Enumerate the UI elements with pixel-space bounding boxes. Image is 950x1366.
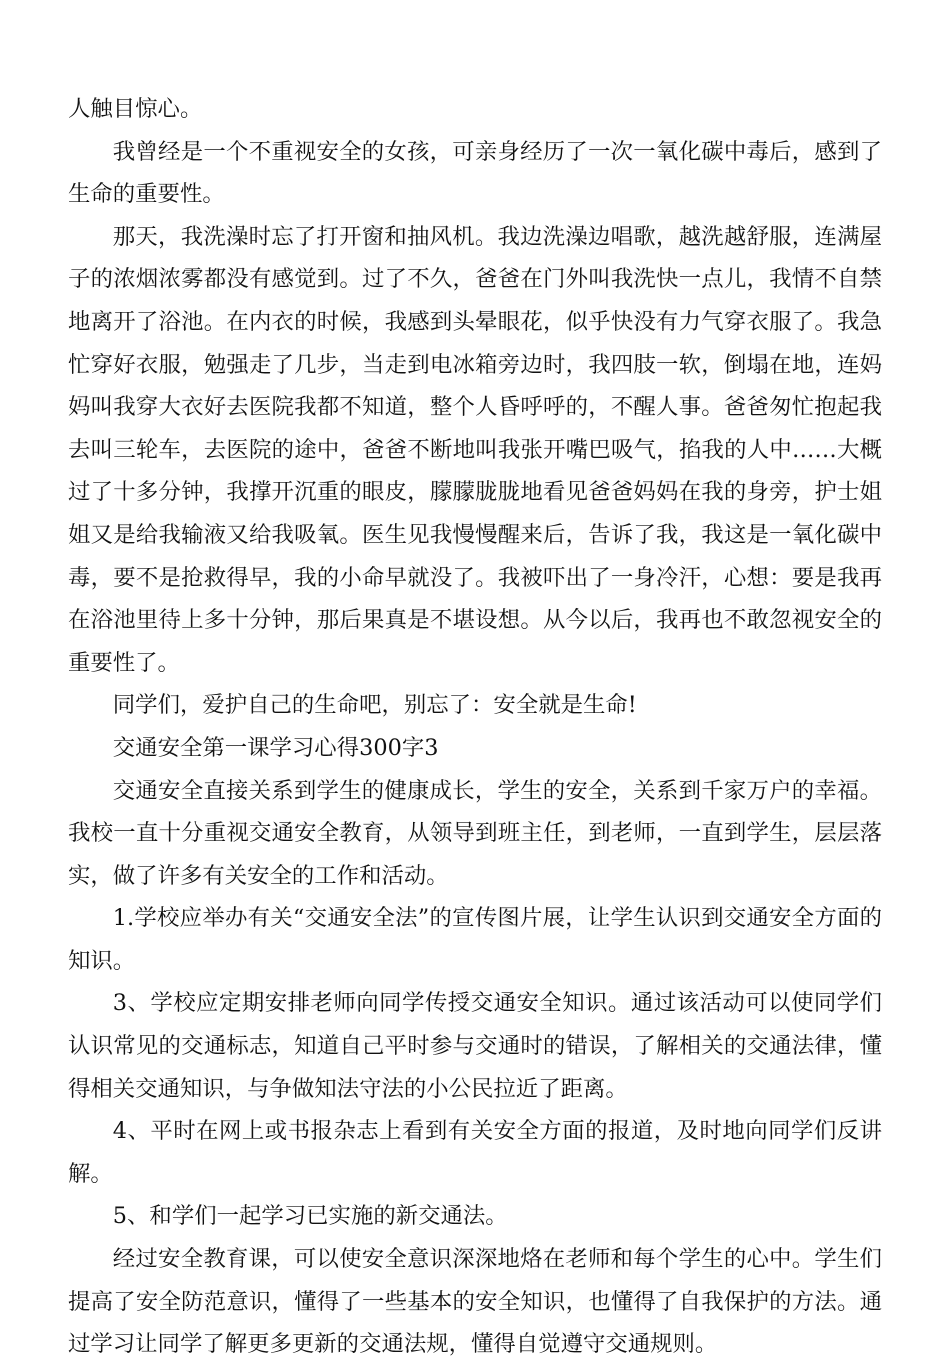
document-page (68, 88, 882, 1366)
list-item-4: 4、平时在网上或书报杂志上看到有关安全方面的报道，及时地向同学们反讲解。 (68, 1118, 882, 1187)
list-item-3: 3、学校应定期安排老师向同学传授交通安全知识。通过该活动可以使同学们认识常见的交通标志，知道自己平时参与交通时的错误，了解相关的交通法律，懂得相关交通知识，与争做知法守法的小公民拉近了距离。 (68, 990, 882, 1102)
section-heading: 交通安全第一课学习心得300字3 (112, 734, 439, 761)
paragraph-closing-appeal: 同学们，爱护自己的生命吧，别忘了：安全就是生命! (112, 692, 637, 719)
paragraph-intro-experience: 我曾经是一个不重视安全的女孩，可亲身经历了一次一氧化碳中毒后，感到了生命的重要性。 (68, 138, 882, 208)
paragraph-incident-story: 那天，我洗澡时忘了打开窗和抽风机。我边洗澡边唱歌，越洗越舒服，连满屋子的浓烟浓雾都没有感觉到。过了不久，爸爸在门外叫我洗快一点儿，我情不自禁地离开了浴池。在内衣的时候，我感到头晕眼花，似乎快没有力气穿衣服了。我急忙穿好衣服，勉强走了几步，当走到电冰箱旁边时，我四肢一软，倒塌在地，连妈妈叫我穿大衣好去医院我都不知道，整个人昏呼呼的，不醒人事。爸爸匆忙抱起我去叫三轮车，去医院的途中，爸爸不断地叫我张开嘴巴吸气，掐我的人中……大概过了十多分钟，我撑开沉重的眼皮，朦朦胧胧地看见爸爸妈妈在我的身旁，护士姐姐又是给我输液又给我吸氧。医生见我慢慢醒来后，告诉了我，我这是一氧化碳中毒，要不是抢救得早，我的小命早就没了。我被吓出了一身冷汗，心想：要是我再在浴池里待上多十分钟，那后果真是不堪设想。从今以后，我再也不敢忽视安全的重要性了。 (68, 223, 882, 676)
paragraph-continuation: 人触目惊心。 (68, 96, 203, 122)
list-item-1: 1.学校应举办有关“交通安全法”的宣传图片展，让学生认识到交通安全方面的知识。 (68, 905, 882, 974)
paragraph-conclusion: 经过安全教育课，可以使安全意识深深地烙在老师和每个学生的心中。学生们提高了安全防范意识，懂得了一些基本的安全知识，也懂得了自我保护的方法。通过学习让同学了解更多更新的交通法规，懂得自觉遵守交通规则。 (68, 1246, 882, 1358)
list-item-5: 5、和学们一起学习已实施的新交通法。 (112, 1203, 508, 1230)
paragraph-traffic-intro: 交通安全直接关系到学生的健康成长，学生的安全，关系到千家万户的幸福。我校一直十分重视交通安全教育，从领导到班主任，到老师，一直到学生，层层落实，做了许多有关安全的工作和活动。 (68, 777, 882, 889)
